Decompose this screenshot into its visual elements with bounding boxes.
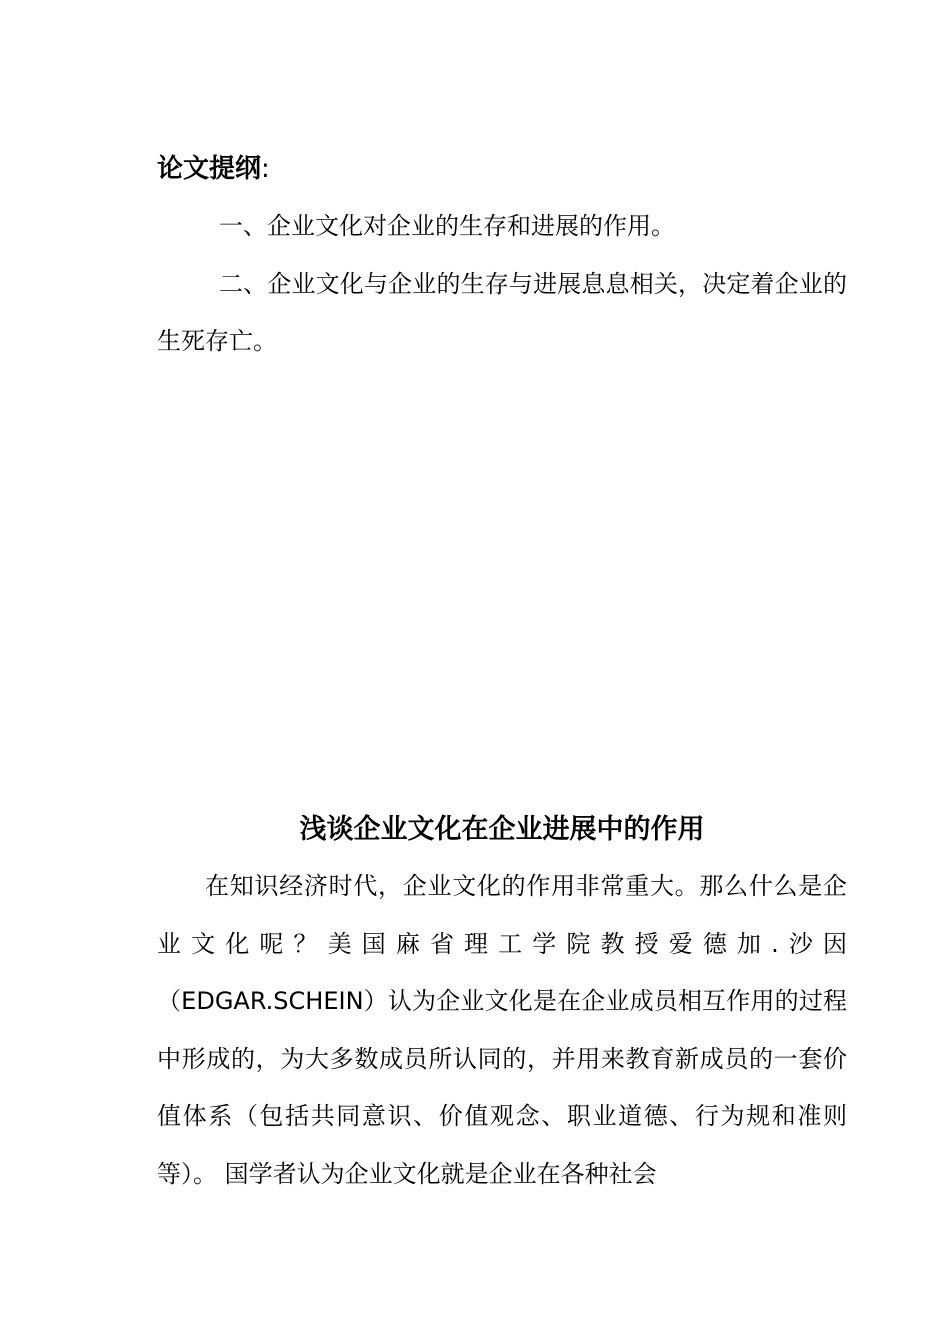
outline-item-1: 一、企业文化对企业的生存和进展的作用。 xyxy=(219,212,675,240)
essay-title: 浅谈企业文化在企业进展中的作用 xyxy=(299,814,705,845)
outline-heading xyxy=(157,150,270,188)
outline-heading-text: 论文提纲 xyxy=(157,154,262,184)
essay-paragraph: 在知识经济时代，企业文化的作用非常重大。那么什么是企业文化呢？美国麻省理工学院教授爱德加.沙因（EDGAR.SCHEIN）认为企业文化是在企业成员相互作用的过程中形成的，为大多数成员所认同的，并用来教育新成员的一套价值体系（包括共同意识、价值观念、职业道德、行为规和准则等）。 国学者认为企业文化就是企业在各种社会 xyxy=(157,872,847,1188)
outline-item-2: 二、企业文化与企业的生存与进展息息相关，决定着企业的生死存亡。 xyxy=(157,270,847,355)
outline-heading-colon: : xyxy=(261,154,270,184)
